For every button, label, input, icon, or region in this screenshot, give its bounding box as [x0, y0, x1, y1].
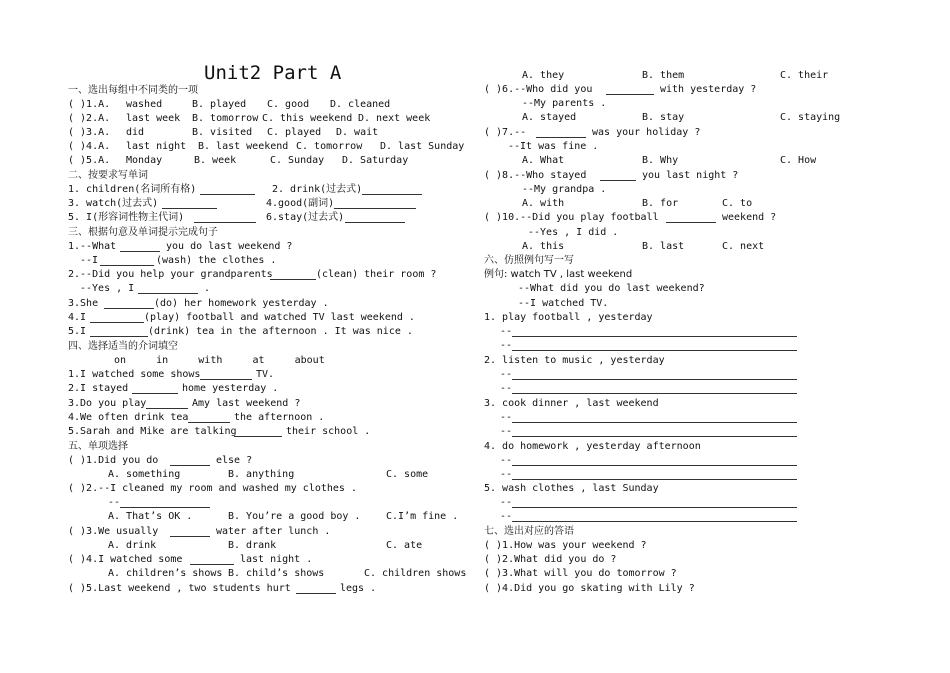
- s1-item-4-a: last night: [126, 141, 187, 152]
- s5-q1-opt-a[interactable]: A. something: [108, 469, 181, 480]
- s6-item-4: 4. do homework , yesterday afternoon: [484, 441, 701, 452]
- s5-q6-blank[interactable]: [606, 94, 654, 95]
- s4-blank-5[interactable]: [234, 436, 282, 437]
- s4-l1-start: 1.I watched some shows: [68, 369, 201, 380]
- s3-l2-end: (clean) their room ?: [316, 269, 437, 280]
- s6-item-5-dash-a: --: [500, 497, 513, 508]
- page-title: Unit2 Part A: [204, 62, 342, 84]
- s3-l1b-end: (wash) the clothes .: [156, 255, 277, 266]
- s6-item-2: 2. listen to music , yesterday: [484, 355, 665, 366]
- s1-item-3-a: did: [126, 127, 145, 138]
- s1-item-2-b: B. tomorrow: [192, 113, 259, 124]
- s1-item-4-num: ( )4.A.: [68, 141, 111, 152]
- s5-q5-opt-a[interactable]: A. they: [522, 70, 565, 81]
- s5-q4-opt-b[interactable]: B. child’s shows: [228, 568, 325, 579]
- s4-l3-start: 3.Do you play: [68, 398, 147, 409]
- s1-item-5-num: ( )5.A.: [68, 155, 111, 166]
- s5-q3-opt-b[interactable]: B. drank: [228, 540, 277, 551]
- s5-q2-opt-a[interactable]: A. That’s OK .: [108, 511, 193, 522]
- s5-q10-reply: --Yes , I did .: [528, 227, 619, 238]
- s6-item-1-line-a[interactable]: [512, 336, 797, 337]
- s5-q8-opt-c[interactable]: C. to: [722, 198, 753, 209]
- s1-item-5-a: Monday: [126, 155, 163, 166]
- s5-q3: ( )3.We usually: [68, 526, 159, 537]
- s6-example-1: 例句: watch TV , last weekend: [484, 269, 633, 280]
- s1-item-5-b: B. week: [194, 155, 237, 166]
- s5-q8-blank[interactable]: [600, 180, 636, 181]
- s4-blank-1[interactable]: [200, 379, 252, 380]
- s4-l3-end: Amy last weekend ?: [192, 398, 301, 409]
- s5-q1-blank[interactable]: [170, 465, 210, 466]
- s5-q1: ( )1.Did you do: [68, 455, 159, 466]
- s3-l1-start: 1.--What: [68, 241, 117, 252]
- s6-item-4-line-a[interactable]: [512, 465, 797, 466]
- s7-item-2: ( )2.What did you do ?: [484, 554, 617, 565]
- section-3-heading: 三、根据句意及单词提示完成句子: [68, 227, 218, 238]
- s3-l3-end: (do) her homework yesterday .: [154, 298, 329, 309]
- s7-item-4: ( )4.Did you go skating with Lily ?: [484, 583, 695, 594]
- s2-blank-3[interactable]: [162, 208, 217, 209]
- s1-item-4-d: D. last Sunday: [380, 141, 465, 152]
- s5-q3-blank[interactable]: [170, 536, 210, 537]
- s5-q6-opt-c[interactable]: C. staying: [780, 112, 841, 123]
- s4-l5-start: 5.Sarah and Mike are talking: [68, 426, 237, 437]
- section-5-heading: 五、单项选择: [68, 441, 128, 452]
- s5-q7-opt-a[interactable]: A. What: [522, 155, 565, 166]
- s5-q7-opt-b[interactable]: B. Why: [642, 155, 679, 166]
- s5-q2-opt-c[interactable]: C.I’m fine .: [386, 511, 459, 522]
- s5-q5: ( )5.Last weekend , two students hurt: [68, 583, 291, 594]
- s5-q2: ( )2.--I cleaned my room and washed my clothes .: [68, 483, 357, 494]
- s5-q6-end: with yesterday ?: [660, 84, 757, 95]
- s5-q6: ( )6.--Who did you: [484, 84, 593, 95]
- s6-item-2-line-b[interactable]: [512, 393, 797, 394]
- s2-item-3: 3. watch(过去式): [68, 198, 159, 209]
- s3-l4-end: (play) football and watched TV last weekend .: [144, 312, 415, 323]
- s5-q6-reply: --My parents .: [522, 98, 607, 109]
- s1-item-2-d: D. next week: [358, 113, 431, 124]
- s2-blank-2[interactable]: [362, 194, 422, 195]
- s6-item-2-line-a[interactable]: [512, 379, 797, 380]
- s4-blank-4[interactable]: [188, 422, 230, 423]
- s1-item-2-a: last week: [126, 113, 181, 124]
- s1-item-3-b: B. visited: [192, 127, 253, 138]
- s4-l4-end: the afternoon .: [234, 412, 325, 423]
- s5-q5-opt-b[interactable]: B. them: [642, 70, 685, 81]
- s6-item-4-dash-a: --: [500, 455, 513, 466]
- s3-l5-start: 5.I: [68, 326, 87, 337]
- s4-l5-end: their school .: [286, 426, 371, 437]
- s1-item-2-num: ( )2.A.: [68, 113, 111, 124]
- s1-item-3-num: ( )3.A.: [68, 127, 111, 138]
- s2-item-1: 1. children(名词所有格): [68, 184, 197, 195]
- s2-item-4: 4.good(副词): [266, 198, 335, 209]
- s1-item-5-c: C. Sunday: [270, 155, 325, 166]
- s5-q8-opt-b[interactable]: B. for: [642, 198, 679, 209]
- s3-blank-3[interactable]: [270, 279, 316, 280]
- s5-q5-opt-c[interactable]: C. their: [780, 70, 829, 81]
- s5-q4-opt-a[interactable]: A. children’s shows: [108, 568, 223, 579]
- s5-q10-opt-b[interactable]: B. last: [642, 241, 685, 252]
- s3-blank-6[interactable]: [90, 322, 144, 323]
- s3-l2b-end: .: [204, 283, 211, 294]
- s6-item-5-line-b[interactable]: [512, 521, 797, 522]
- s6-item-1-dash-b: --: [500, 340, 513, 351]
- s5-q10-opt-c[interactable]: C. next: [722, 241, 765, 252]
- section-2-heading: 二、按要求写单词: [68, 170, 148, 181]
- s1-item-1-b: B. played: [192, 99, 247, 110]
- s6-item-3-line-b[interactable]: [512, 436, 797, 437]
- s5-q2-blank[interactable]: [120, 507, 210, 508]
- s4-blank-3[interactable]: [146, 408, 188, 409]
- s2-blank-4[interactable]: [334, 208, 416, 209]
- s5-q1-opt-c[interactable]: C. some: [386, 469, 429, 480]
- s6-item-5: 5. wash clothes , last Sunday: [484, 483, 659, 494]
- s4-l4-start: 4.We often drink tea: [68, 412, 189, 423]
- s5-q10-opt-a[interactable]: A. this: [522, 241, 565, 252]
- s5-q7-blank[interactable]: [536, 137, 586, 138]
- s6-item-3-line-a[interactable]: [512, 422, 797, 423]
- s4-l1-end: TV.: [256, 369, 275, 380]
- s5-q2-dash: --: [108, 497, 121, 508]
- s1-item-4-c: C. tomorrow: [296, 141, 363, 152]
- s5-q1-end: else ?: [216, 455, 253, 466]
- s5-q10: ( )10.--Did you play football: [484, 212, 659, 223]
- s1-item-4-b: B. last weekend: [198, 141, 289, 152]
- s3-l5-end: (drink) tea in the afternoon . It was nice .: [148, 326, 413, 337]
- section-6-heading: 六、仿照例句写一写: [484, 255, 574, 266]
- s5-q5-blank[interactable]: [296, 593, 336, 594]
- s7-item-3: ( )3.What will you do tomorrow ?: [484, 568, 677, 579]
- s5-q8-opt-a[interactable]: A. with: [522, 198, 565, 209]
- s5-q4-end: last night .: [240, 554, 313, 565]
- s5-q2-opt-b[interactable]: B. You’re a good boy .: [228, 511, 361, 522]
- s3-blank-1[interactable]: [120, 251, 160, 252]
- s3-l2-start: 2.--Did you help your grandparents: [68, 269, 273, 280]
- s3-l2b-start: --Yes , I: [80, 283, 135, 294]
- s1-item-3-c: C. played: [267, 127, 322, 138]
- s2-item-5: 5. I(形容词性物主代词): [68, 212, 185, 223]
- s5-q4: ( )4.I watched some: [68, 554, 183, 565]
- s5-q3-opt-c[interactable]: C. ate: [386, 540, 423, 551]
- s7-item-1: ( )1.How was your weekend ?: [484, 540, 647, 551]
- s6-item-3-dash-b: --: [500, 426, 513, 437]
- s4-l2-end: home yesterday .: [182, 383, 279, 394]
- s1-item-1-a: washed: [126, 99, 163, 110]
- s3-blank-2[interactable]: [100, 265, 154, 266]
- s2-blank-6[interactable]: [345, 222, 405, 223]
- s5-q10-blank[interactable]: [666, 222, 716, 223]
- s4-blank-2[interactable]: [132, 393, 178, 394]
- s6-item-5-dash-b: --: [500, 511, 513, 522]
- s3-l1b-start: --I: [80, 255, 99, 266]
- s6-item-1-dash-a: --: [500, 326, 513, 337]
- s3-blank-4[interactable]: [138, 293, 198, 294]
- s2-blank-1[interactable]: [200, 194, 255, 195]
- s3-l4-start: 4.I: [68, 312, 87, 323]
- s5-q8-reply: --My grandpa .: [522, 184, 607, 195]
- s3-blank-7[interactable]: [90, 336, 148, 337]
- s5-q1-opt-b[interactable]: B. anything: [228, 469, 295, 480]
- s5-q6-opt-a[interactable]: A. stayed: [522, 112, 577, 123]
- s2-item-6: 6.stay(过去式): [266, 212, 345, 223]
- s5-q8: ( )8.--Who stayed: [484, 170, 587, 181]
- s6-item-2-dash-b: --: [500, 383, 513, 394]
- section-4-heading: 四、选择适当的介词填空: [68, 341, 178, 352]
- s1-item-3-d: D. wait: [336, 127, 379, 138]
- s6-item-1-line-b[interactable]: [512, 350, 797, 351]
- s4-l2-start: 2.I stayed: [68, 383, 129, 394]
- s5-q3-end: water after lunch .: [216, 526, 331, 537]
- s2-item-2: 2. drink(过去式): [272, 184, 363, 195]
- s6-item-5-line-a[interactable]: [512, 507, 797, 508]
- s1-item-1-num: ( )1.A.: [68, 99, 111, 110]
- s1-item-2-c: C. this weekend: [262, 113, 353, 124]
- s5-q8-end: you last night ?: [642, 170, 739, 181]
- s5-q4-blank[interactable]: [190, 564, 234, 565]
- section-7-heading: 七、选出对应的答语: [484, 526, 574, 537]
- s5-q5-end: legs .: [340, 583, 377, 594]
- s3-l3-start: 3.She: [68, 298, 99, 309]
- s6-item-3: 3. cook dinner , last weekend: [484, 398, 659, 409]
- s5-q3-opt-a[interactable]: A. drink: [108, 540, 157, 551]
- s1-item-1-c: C. good: [267, 99, 310, 110]
- s4-word-bank: on in with at about: [114, 355, 325, 366]
- s6-item-4-dash-b: --: [500, 469, 513, 480]
- s5-q7-end: was your holiday ?: [592, 127, 701, 138]
- s5-q6-opt-b[interactable]: B. stay: [642, 112, 685, 123]
- section-1-heading: 一、选出每组中不同类的一项: [68, 85, 198, 96]
- s6-item-3-dash-a: --: [500, 412, 513, 423]
- s3-blank-5[interactable]: [104, 308, 154, 309]
- s5-q7-reply: --It was fine .: [508, 141, 599, 152]
- s6-item-4-line-b[interactable]: [512, 479, 797, 480]
- s5-q4-opt-c[interactable]: C. children shows: [364, 568, 467, 579]
- s3-l1-end: you do last weekend ?: [166, 241, 293, 252]
- s1-item-5-d: D. Saturday: [342, 155, 409, 166]
- s2-blank-5[interactable]: [194, 222, 256, 223]
- s5-q7: ( )7.--: [484, 127, 527, 138]
- s1-item-1-d: D. cleaned: [330, 99, 391, 110]
- s5-q10-end: weekend ?: [722, 212, 777, 223]
- s6-item-1: 1. play football , yesterday: [484, 312, 653, 323]
- s6-item-2-dash-a: --: [500, 369, 513, 380]
- s5-q7-opt-c[interactable]: C. How: [780, 155, 817, 166]
- s6-example-3: --I watched TV.: [518, 298, 609, 309]
- s6-example-2: --What did you do last weekend?: [518, 283, 705, 294]
